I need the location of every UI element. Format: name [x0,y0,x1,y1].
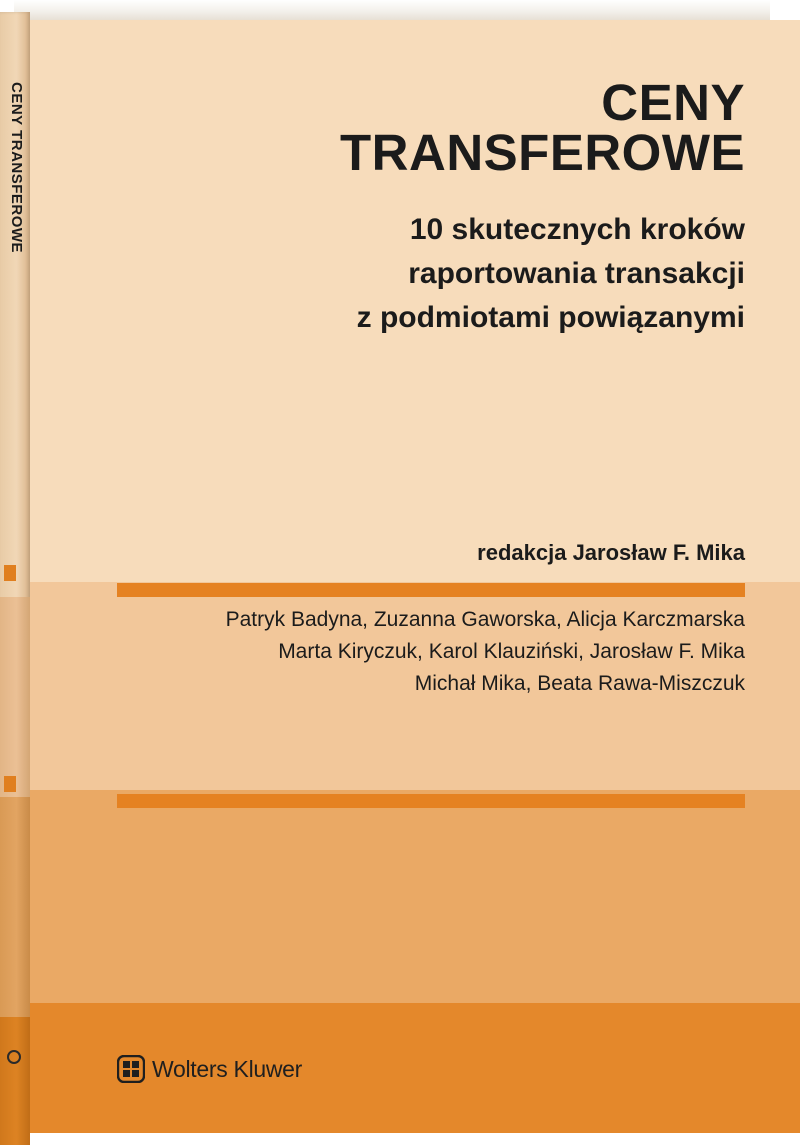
editor-credit: redakcja Jarosław F. Mika [477,540,745,565]
cover-lower-zone [30,790,800,1003]
subtitle-line: z podmiotami powiązanymi [356,301,745,334]
front-cover [30,20,800,1133]
spine-band [0,797,30,1017]
publisher-mark [117,1055,302,1083]
spine-band [0,597,30,797]
book-spine [0,12,30,1133]
title-line: CENY [601,74,745,131]
spine-accent-stripe [4,565,16,581]
accent-bar [117,583,745,597]
subtitle-line: raportowania transakcji [408,257,745,290]
spine-title: CENY TRANSFEROWE [8,82,25,254]
page-edges [14,0,800,20]
accent-bar [117,794,745,808]
wolters-kluwer-logo-icon [7,1050,21,1064]
authors-line: Michał Mika, Beata Rawa-Miszczuk [414,672,745,695]
spine-band [0,1017,30,1145]
publisher-name: Wolters Kluwer [152,1055,303,1082]
authors-line: Marta Kiryczuk, Karol Klauziński, Jarosław F. Mika [278,640,745,663]
book-subtitle [357,208,745,340]
title-line: TRANSFEROWE [340,124,745,181]
book-title [340,74,745,181]
authors-list [226,604,745,700]
spine-accent-stripe [4,776,16,792]
authors-line: Patryk Badyna, Zuzanna Gaworska, Alicja Karczmarska [225,608,745,631]
subtitle-line: 10 skutecznych kroków [409,213,745,246]
wolters-kluwer-logo-icon [117,1055,145,1083]
